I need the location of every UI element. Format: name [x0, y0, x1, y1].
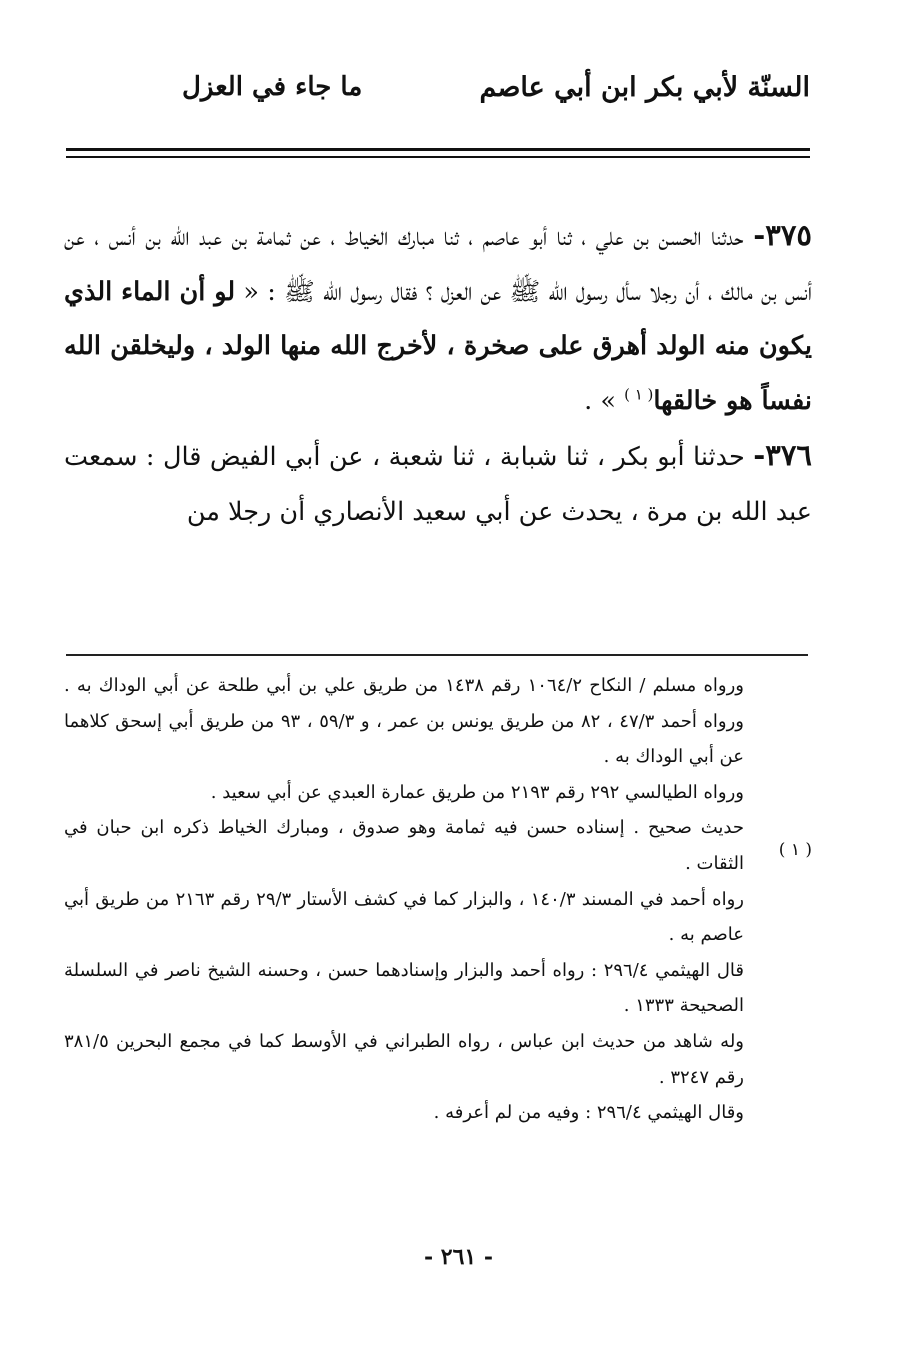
main-text — [64, 208, 812, 539]
hadith-375 — [64, 208, 812, 428]
footnote-ref-1: ( ١ ) — [624, 385, 654, 403]
footnote-paragraph: ورواه مسلم / النكاح ١٠٦٤/٢ رقم ١٤٣٨ من طريق علي بن أبي طلحة عن أبي الوداك به . ورواه أحمد ٤٧/٣ ، ٨٢ من طريق يونس بن عمر ، و ٥٩/٣ ، ٩٣ من طريق أبي إسحق كلاهما عن أبي الوداك به . — [64, 675, 744, 768]
footnote-paragraph: وله شاهد من حديث ابن عباس ، رواه الطبراني في الأوسط كما في مجمع البحرين ٣٨١/٥ رقم ٣٢٤٧ . — [64, 1030, 744, 1088]
footnote-paragraph: وقال الهيثمي ٢٩٦/٤ : وفيه من لم أعرفه . — [433, 1102, 744, 1124]
header-rule-thin — [66, 156, 810, 158]
footnotes — [64, 668, 744, 1131]
hadith-375-end: » . — [584, 385, 625, 416]
footnote-marker-1: ( ١ ) — [778, 840, 812, 860]
footnote-paragraph: حديث صحيح . إسناده حسن فيه ثمامة وهو صدوق ، ومبارك الخياط ذكره ابن حبان في الثقات . — [64, 817, 744, 874]
hadith-number-376: ٣٧٦- — [753, 438, 812, 472]
hadith-375-text: حدثنا الحسن بن علي ، ثنا أبو عاصم ، ثنا مبارك الخياط ، عن ثمامة بن عبد الله بن أنس ، عن أنس بن مالك ، أن رجلا سأل رسول الله ﷺ عن العزل ؟ فقال رسول الله ﷺ : « — [64, 222, 812, 307]
hadith-376-text: حدثنا أبو بكر ، ثنا شبابة ، ثنا شعبة ، عن أبي الفيض قال : سمعت عبد الله بن مرة ، يحدث عن أبي سعيد الأنصاري أن رجلا من — [64, 442, 812, 527]
footnote-paragraph: قال الهيثمي ٢٩٦/٤ : رواه أحمد والبزار وإسنادهما حسن ، وحسنه الشيخ ناصر في السلسلة الصحيحة ١٣٣٣ . — [64, 959, 744, 1017]
header-rule-thick — [66, 148, 810, 151]
chapter-title: ما جاء في العزل — [182, 72, 363, 102]
running-header — [70, 72, 810, 122]
book-title: السنّة لأبي بكر ابن أبي عاصم — [479, 72, 810, 103]
footnote-paragraph: رواه أحمد في المسند ١٤٠/٣ ، والبزار كما في كشف الأستار ٢٩/٣ رقم ٢١٦٣ من طريق أبي عاصم به . — [64, 888, 744, 946]
hadith-375-quote: لو أن الماء الذي يكون منه الولد أهرق على صخرة ، لأخرج الله منها الولد ، وليخلقن الله نفساً هو خالقها — [64, 276, 812, 416]
footnote-paragraph: ورواه الطيالسي ٢٩٢ رقم ٢١٩٣ من طريق عمارة العبدي عن أبي سعيد . — [210, 781, 744, 803]
footnote-separator — [66, 654, 808, 656]
page-number: - ٢٦١ - — [423, 1244, 494, 1270]
hadith-number-375: ٣٧٥- — [753, 218, 812, 252]
hadith-376 — [64, 428, 812, 539]
